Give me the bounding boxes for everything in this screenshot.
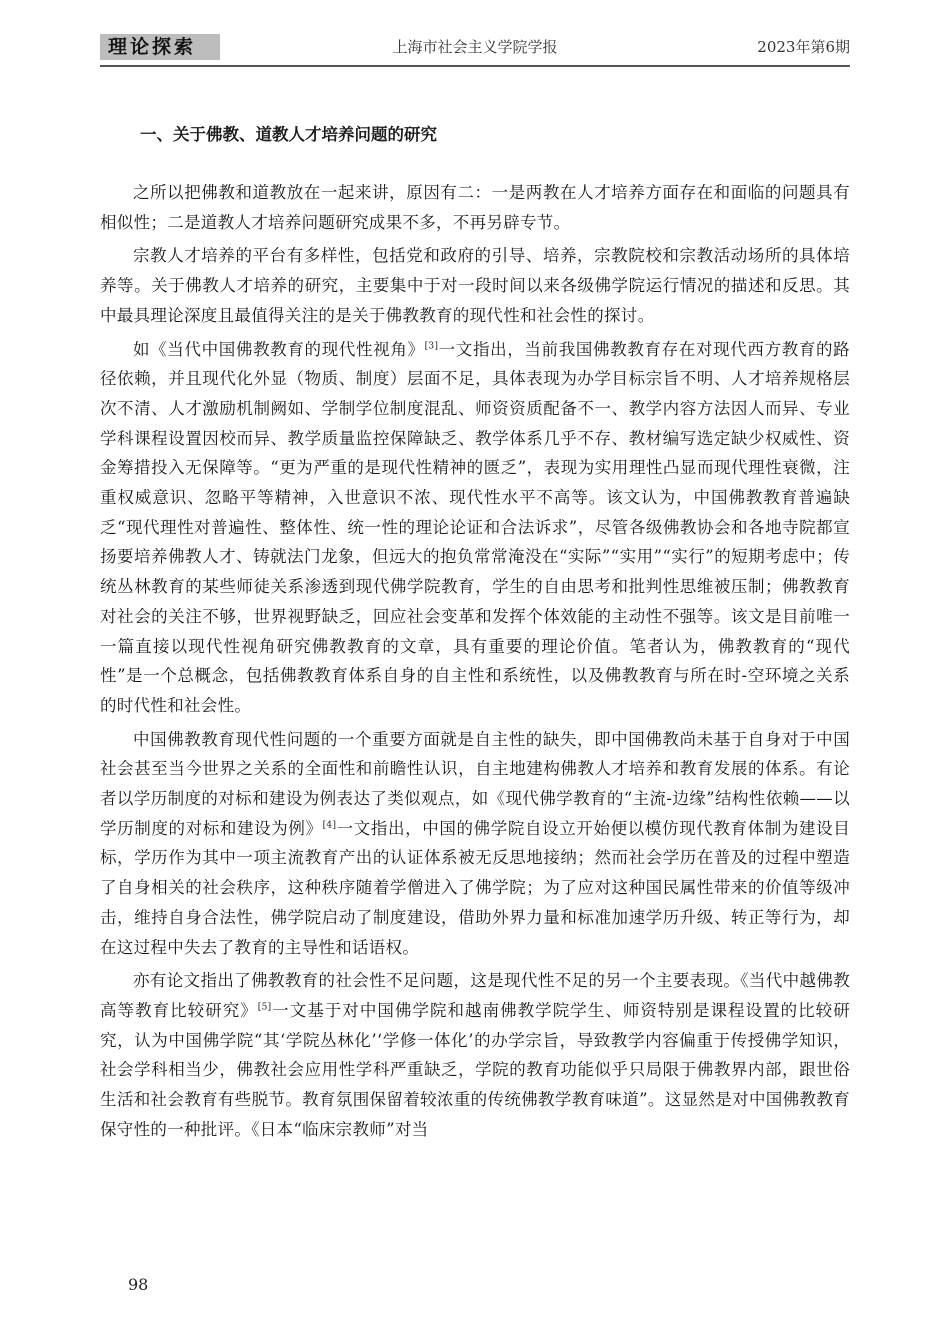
paragraph-text: 之所以把佛教和道教放在一起来讲，原因有二：一是两教在人才培养方面存在和面临的问题具有相似性；二是道教人才培养问题研究成果不多，不再另辟专节。 — [100, 183, 850, 232]
page-number: 98 — [128, 1275, 149, 1294]
header-rule — [100, 65, 850, 67]
paragraph — [100, 178, 850, 237]
article-body — [100, 120, 850, 1149]
column-tag: 理论探索 — [100, 34, 220, 60]
paragraph-text: 一文基于对中国佛学院和越南佛教学院学生、师资特别是课程设置的比较研究，认为中国佛学院“其‘学院丛林化’‘学修一体化’的办学宗旨，导致教学内容偏重于传授佛学知识，社会学科相当少，佛教社会应用性学科严重缺乏，学院的教育功能似乎只局限于佛教界内部，跟世俗生活和社会教育有些脱节。教育氛围保留着较浓重的传统佛教学教育味道”。这显然是对中国佛教教育保守性的一种批评。《日本“临床宗教师”对当 — [100, 1000, 851, 1139]
running-header — [100, 30, 850, 64]
paragraph-text: 宗教人才培养的平台有多样性，包括党和政府的引导、培养，宗教院校和宗教活动场所的具体培养等。关于佛教人才培养的研究，主要集中于对一段时间以来各级佛学院运行情况的描述和反思。其中最具理论深度且最值得关注的是关于佛教教育的现代性和社会性的探讨。 — [100, 246, 850, 325]
paragraph-text: 如《当代中国佛教教育的现代性视角》 — [133, 339, 425, 359]
citation-ref: [4] — [322, 820, 337, 831]
paragraph-text: 一文指出，中国的佛学院自设立开始便以模仿现代教育体制为建设目标，学历作为其中一项主流教育产出的认证体系被无反思地接纳；然而社会学历在普及的过程中塑造了自身相关的社会秩序，这种秩序随着学僧进入了佛学院；为了应对这种国民属性带来的价值等级冲击，维持自身合法性，佛学院启动了制度建设，借助外界力量和标准加速学历升级、转正等行为，却在这过程中失去了教育的主导性和话语权。 — [100, 818, 851, 957]
paragraph-text: 一文指出，当前我国佛教教育存在对现代西方教育的路径依赖，并且现代化外显（物质、制度）层面不足，具体表现为办学目标宗旨不明、人才培养规格层次不清、人才激励机制阙如、学制学位制度混乱、师资资质配备不一、教学内容方法因人而异、专业学科课程设置因校而异、教学质量监控保障缺乏、教学体系几乎不存、教材编写选定缺少权威性、资金筹措投入无保障等。“更为严重的是现代性精神的匮乏”，表现为实用理性凸显而现代理性衰微，注重权威意识、忽略平等精神，入世意识不浓、现代性水平不高等。该文认为，中国佛教教育普遍缺乏“现代理性对普遍性、整体性、统一性的理论论证和合法诉求”，尽管各级佛教协会和各地寺院都宣扬要培养佛教人才、铸就法门龙象，但远大的抱负常常淹没在“实际”“实用”“实行”的短期考虑中；传统丛林教育的某些师徒关系渗透到现代佛学院教育，学生的自由思考和批判性思维被压制；佛教教育对社会的关注不够，世界视野缺乏，回应社会变革和发挥个体效能的主动性不强等。该文是目前唯一一篇直接以现代性视角研究佛教教育的文章，具有重要的理论价值。笔者认为，佛教教育的“现代性”是一个总概念，包括佛教教育体系自身的自主性和系统性，以及佛教教育与所在时-空环境之关系的时代性和社会性。 — [100, 339, 850, 715]
section-heading: 一、关于佛教、道教人才培养问题的研究 — [140, 125, 437, 144]
paragraph — [100, 335, 850, 721]
paragraph — [100, 725, 850, 963]
issue-label: 2023年第6期 — [757, 38, 850, 56]
paragraph-text: 中国佛教教育现代性问题的一个重要方面就是自主性的缺失，即中国佛教尚未基于自身对于中国社会甚至当今世界之关系的全面性和前瞻性认识，自主地建构佛教人才培养和教育发展的体系。有论者以学历制度的对标和建设为例表达了类似观点，如《现代佛学教育的“主流-边缘”结构性依赖——以学历制度的对标和建设为例》 — [100, 729, 850, 838]
paragraph — [100, 241, 850, 330]
paragraph — [100, 966, 850, 1144]
citation-ref: [5] — [257, 1002, 272, 1013]
citation-ref: [3] — [424, 341, 439, 352]
journal-title: 上海市社会主义学院学报 — [392, 38, 558, 56]
paragraph-text: 亦有论文指出了佛教教育的社会性不足问题，这是现代性不足的另一个主要表现。《当代中越佛教高等教育比较研究》 — [100, 971, 850, 1020]
